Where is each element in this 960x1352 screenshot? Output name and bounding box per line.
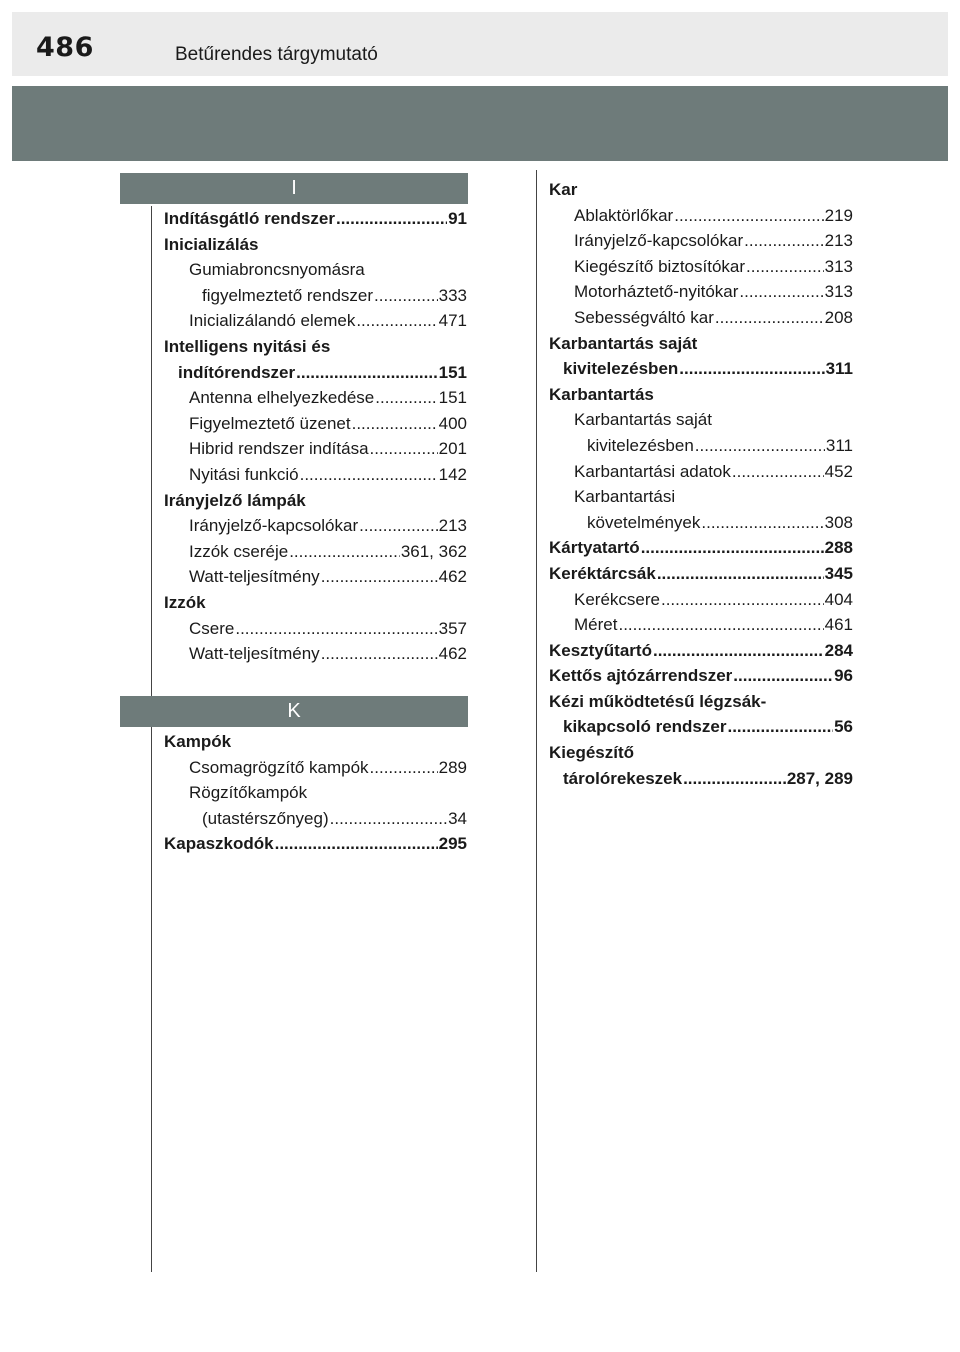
dot-leader (300, 462, 438, 488)
index-term: Kerékcsere (574, 589, 660, 609)
index-entry (164, 513, 467, 539)
index-page-number: 151 (438, 388, 467, 408)
index-term: kivitelezésben (563, 359, 679, 379)
index-entry (549, 356, 853, 382)
index-entry (549, 612, 853, 638)
dot-leader (661, 587, 824, 613)
dot-leader (375, 385, 437, 411)
page-number: 486 (36, 32, 94, 63)
index-entry (549, 561, 853, 587)
index-term: Motorháztető-nyitókar (574, 282, 739, 302)
index-page-number: 142 (438, 464, 467, 484)
decorative-band (12, 86, 948, 161)
index-page-number: 213 (824, 231, 853, 251)
index-term: Irányjelző lámpák (164, 490, 306, 510)
index-entry (164, 257, 467, 283)
section-header-i: I (120, 173, 468, 204)
index-term: tárolórekeszek (563, 768, 683, 788)
dot-leader (330, 806, 447, 832)
index-term: Kártyatartó (549, 538, 640, 558)
index-entry (549, 331, 853, 357)
index-page-number: 213 (438, 516, 467, 536)
index-page-number: 284 (824, 640, 853, 660)
dot-leader (732, 459, 824, 485)
index-term: Irányjelző-kapcsolókar (189, 516, 359, 536)
index-entry (164, 360, 467, 386)
index-entry (164, 462, 467, 488)
index-term: Karbantartás saját (549, 333, 698, 353)
index-entry (164, 488, 467, 514)
index-entry (164, 590, 467, 616)
index-term: Karbantartás (549, 384, 654, 404)
index-page-number: 361, 362 (400, 541, 467, 561)
index-entry (164, 206, 467, 232)
index-page-number: 452 (824, 461, 853, 481)
index-page-number: 219 (824, 205, 853, 225)
index-entry (549, 459, 853, 485)
index-page-number: 289 (438, 757, 467, 777)
index-term: Csomagrögzítő kampók (189, 757, 369, 777)
index-term: Inicializálás (164, 234, 259, 254)
index-page-number: 295 (438, 834, 467, 854)
index-page-number: 308 (824, 512, 853, 532)
index-term: Kar (549, 180, 578, 199)
index-page-number: 461 (824, 615, 853, 635)
dot-leader (695, 433, 825, 459)
column-divider-left (151, 206, 152, 1272)
index-entry (164, 385, 467, 411)
index-term: követelmények (587, 512, 701, 532)
dot-leader (739, 279, 823, 305)
index-entry (549, 535, 853, 561)
index-page-number: 333 (438, 285, 467, 305)
index-entry (164, 283, 467, 309)
index-term: Nyitási funkció (189, 464, 299, 484)
index-page-number: 400 (438, 413, 467, 433)
dot-leader (746, 254, 824, 280)
index-entry (164, 616, 467, 642)
index-term: Kézi működtetésű légzsák- (549, 691, 767, 711)
index-term: Karbantartás saját (574, 410, 712, 430)
index-page-number: 357 (438, 618, 467, 638)
index-term: Ablaktörlőkar (574, 205, 674, 225)
index-entry (164, 755, 467, 781)
dot-leader (296, 360, 438, 386)
dot-leader (289, 539, 400, 565)
index-entry (549, 510, 853, 536)
index-page-number: 151 (438, 362, 467, 382)
index-entry (549, 663, 853, 689)
index-page-number: 91 (448, 209, 467, 228)
index-entry (549, 638, 853, 664)
index-term: figyelmeztető rendszer (202, 285, 374, 305)
index-term: Izzók (164, 592, 206, 612)
index-page-number: 462 (438, 644, 467, 664)
dot-leader (641, 535, 824, 561)
index-entry (549, 587, 853, 613)
dot-leader (370, 436, 438, 462)
index-term: Rögzítőkampók (189, 783, 308, 803)
index-term: Hibrid rendszer indítása (189, 439, 369, 459)
dot-leader (733, 663, 833, 689)
index-entry (164, 729, 467, 755)
index-term: indítórendszer (178, 362, 296, 382)
index-entry (549, 228, 853, 254)
index-term: Figyelmeztető üzenet (189, 413, 351, 433)
index-term: Karbantartási adatok (574, 461, 731, 481)
index-page-number: 201 (438, 439, 467, 459)
index-entry (164, 539, 467, 565)
index-entry (164, 411, 467, 437)
index-entry (164, 436, 467, 462)
header-bar (12, 12, 948, 76)
index-entry (549, 254, 853, 280)
index-page-number: 313 (824, 256, 853, 276)
dot-leader (744, 228, 823, 254)
index-page-number: 311 (825, 435, 853, 455)
index-term: Csere (189, 618, 235, 638)
index-list-k-left (164, 729, 467, 857)
dot-leader (356, 308, 437, 334)
index-entry (164, 334, 467, 360)
index-term: Kesztyűtartó (549, 640, 652, 660)
dot-leader (653, 638, 824, 664)
index-entry (164, 780, 467, 806)
index-term: Kapaszkodók (164, 834, 274, 854)
dot-leader (715, 305, 824, 331)
dot-leader (321, 564, 438, 590)
index-page-number: 345 (824, 563, 853, 583)
index-term: Inicializálandó elemek (189, 311, 356, 331)
index-entry (164, 232, 467, 258)
dot-leader (727, 714, 833, 740)
dot-leader (683, 766, 786, 792)
index-list-i (164, 206, 467, 667)
index-page-number: 287, 289 (786, 768, 853, 788)
index-list-k-right (549, 177, 853, 791)
index-term: Irányjelző-kapcsolókar (574, 231, 744, 251)
dot-leader (235, 616, 437, 642)
index-term: Watt-teljesítmény (189, 567, 320, 587)
index-entry (549, 766, 853, 792)
index-term: Indításgátló rendszer (164, 209, 335, 228)
index-entry (549, 177, 853, 203)
index-page-number: 313 (824, 282, 853, 302)
index-entry (164, 831, 467, 857)
index-term: Izzók cseréje (189, 541, 289, 561)
index-term: Kiegészítő (549, 743, 635, 763)
index-entry (164, 308, 467, 334)
index-term: Gumiabroncsnyomásra (189, 260, 365, 280)
index-entry (549, 689, 853, 715)
index-term: Kettős ajtózárrendszer (549, 666, 733, 686)
index-entry (549, 740, 853, 766)
index-entry (549, 305, 853, 331)
index-page-number: 462 (438, 567, 467, 587)
section-header-k: K (120, 696, 468, 727)
index-page-number: 208 (824, 307, 853, 327)
dot-leader (359, 513, 437, 539)
dot-leader (275, 831, 438, 857)
dot-leader (674, 203, 823, 229)
index-term: Kampók (164, 732, 232, 751)
index-page-number: 96 (834, 666, 853, 686)
dot-leader (370, 755, 438, 781)
dot-leader (679, 356, 824, 382)
index-term: Karbantartási (574, 487, 676, 507)
index-entry (164, 641, 467, 667)
dot-leader (321, 641, 438, 667)
index-term: Watt-teljesítmény (189, 644, 320, 664)
index-entry (549, 382, 853, 408)
index-term: kivitelezésben (587, 435, 694, 455)
index-entry (549, 484, 853, 510)
index-page-number: 311 (825, 359, 853, 379)
index-term: Intelligens nyitási és (164, 336, 331, 356)
index-entry (164, 806, 467, 832)
dot-leader (618, 612, 823, 638)
index-term: Kiegészítő biztosítókar (574, 256, 746, 276)
index-term: (utastérszőnyeg) (202, 808, 329, 828)
page-title: Betűrendes tárgymutató (175, 44, 378, 65)
index-term: Méret (574, 615, 618, 635)
dot-leader (701, 510, 823, 536)
index-entry (549, 714, 853, 740)
index-page-number: 404 (824, 589, 853, 609)
index-term: kikapcsoló rendszer (563, 717, 727, 737)
dot-leader (336, 206, 447, 232)
index-page-number: 288 (824, 538, 853, 558)
index-entry (549, 407, 853, 433)
index-term: Sebességváltó kar (574, 307, 714, 327)
index-entry (549, 433, 853, 459)
dot-leader (374, 283, 438, 309)
index-entry (549, 203, 853, 229)
index-entry (549, 279, 853, 305)
index-term: Antenna elhelyezkedése (189, 388, 375, 408)
dot-leader (657, 561, 824, 587)
index-page-number: 34 (448, 808, 467, 828)
index-entry (164, 564, 467, 590)
dot-leader (352, 411, 438, 437)
index-page-number: 56 (834, 717, 853, 737)
column-divider-right (536, 170, 537, 1272)
index-page-number: 471 (438, 311, 467, 331)
index-term: Keréktárcsák (549, 563, 656, 583)
